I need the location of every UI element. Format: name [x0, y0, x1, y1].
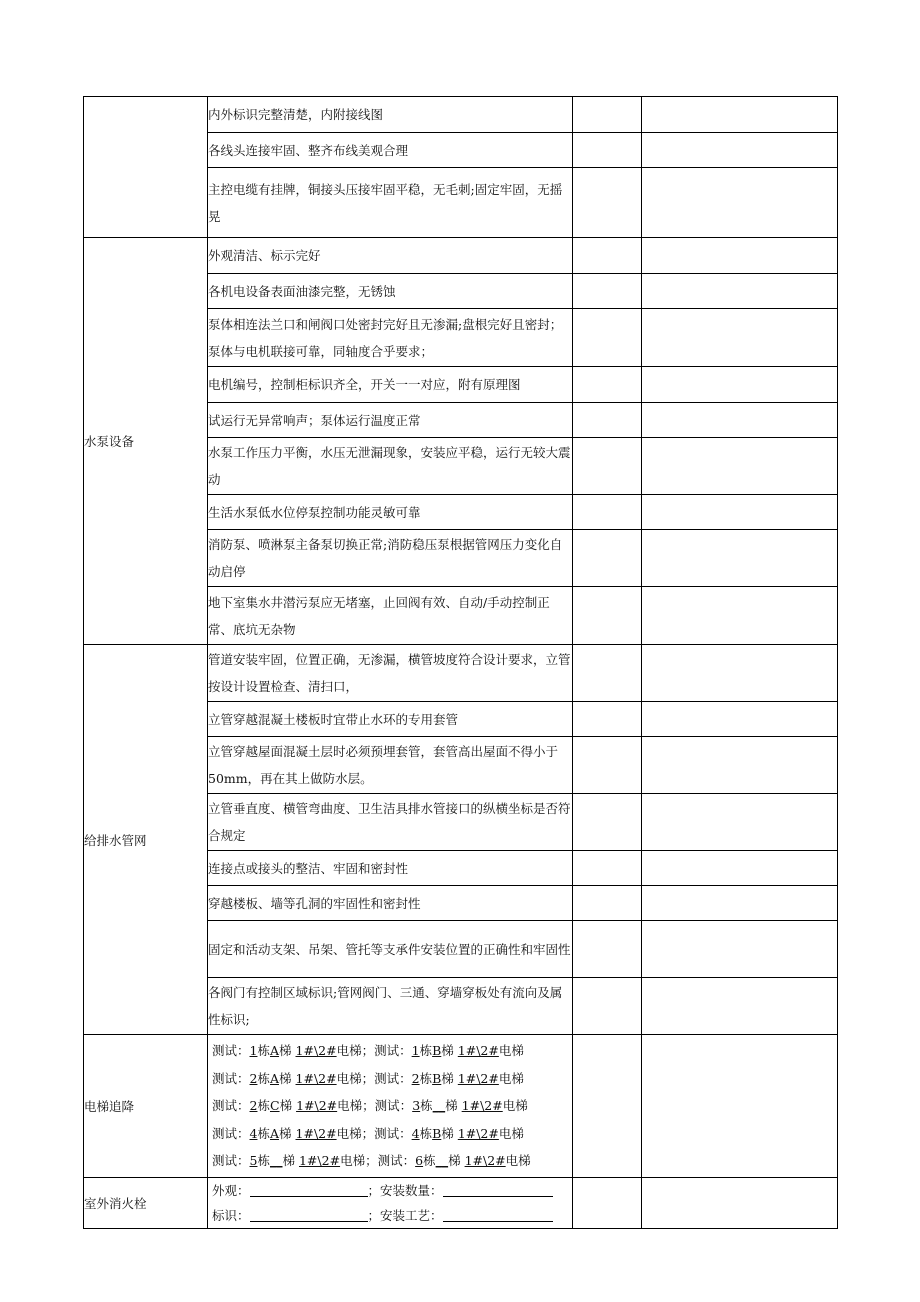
hydrant-craft-input[interactable] [443, 1208, 553, 1222]
unit-suffix: 梯 [279, 1070, 292, 1086]
separator: ； [367, 1207, 381, 1223]
separator: ； [367, 1182, 381, 1198]
inspection-table [83, 96, 838, 1229]
remark-cell[interactable] [642, 737, 838, 794]
remark-cell[interactable] [642, 921, 838, 978]
result-cell[interactable] [573, 309, 642, 367]
unit-suffix: 梯 [279, 1098, 293, 1114]
pipe-check-item [208, 737, 573, 794]
elevator-label: 电梯 [498, 1125, 524, 1141]
elevator-label: 电梯 [336, 1043, 362, 1058]
unit-suffix: 梯 [279, 1043, 292, 1058]
pump-check-item [208, 367, 573, 403]
lift-category-cell [84, 1035, 208, 1178]
check-item-text: 各机电设备表面油漆完整，无锈蚀 [208, 283, 396, 299]
pump-check-item [208, 238, 573, 274]
lift-test-line [212, 1147, 568, 1175]
unit-letter: B [432, 1125, 442, 1141]
check-item-text: 生活水泵低水位停泵控制功能灵敏可靠 [208, 504, 421, 520]
test-label: 测试： [212, 1043, 250, 1058]
elevator-units: 1#\2# [295, 1043, 337, 1058]
building-suffix: 栋 [257, 1098, 270, 1114]
result-cell[interactable] [573, 238, 642, 274]
building-number: 1 [411, 1043, 420, 1058]
elevator-label: 电梯 [336, 1070, 362, 1086]
unit-letter: B [432, 1043, 442, 1058]
unit-letter: __ [435, 1153, 449, 1169]
pump-check-item [208, 438, 573, 495]
separator: ； [361, 1125, 375, 1141]
pipe-check-item [208, 921, 573, 978]
result-cell[interactable] [573, 737, 642, 794]
check-item-text: 管道安装牢固，位置正确，无渗漏，横管坡度符合设计要求，立管按设计设置检查、清扫口， [208, 652, 571, 694]
remark-cell[interactable] [642, 403, 838, 438]
separator: ； [362, 1098, 375, 1114]
pump-check-item [208, 587, 573, 645]
elevator-label: 电梯 [498, 1043, 524, 1058]
pump-check-item [208, 274, 573, 309]
separator: ； [365, 1153, 378, 1169]
remark-cell[interactable] [642, 438, 838, 495]
hydrant-row [84, 1177, 838, 1228]
building-suffix: 栋 [257, 1125, 270, 1141]
result-cell[interactable] [573, 1035, 642, 1178]
result-cell[interactable] [573, 886, 642, 921]
pipe-check-item [208, 702, 573, 737]
pipe-category: 给排水管网 [84, 832, 147, 848]
unit-letter: __ [432, 1098, 446, 1114]
elevator-label: 电梯 [505, 1153, 531, 1169]
pump-check-item [208, 495, 573, 530]
check-item-text: 泵体相连法兰口和闸阀口处密封完好且无渗漏;盘根完好且密封；泵体与电机联接可靠，同轴度合乎要求； [208, 316, 563, 359]
check-item-text: 内外标识完整清楚，内附接线图 [208, 107, 384, 122]
remark-cell[interactable] [642, 1177, 838, 1228]
test-label: 测试： [374, 1098, 413, 1114]
unit-letter: C [269, 1098, 280, 1114]
check-item-text: 主控电缆有挂牌，铜接头压接牢固平稳，无毛刺;固定牢固，无摇晃 [208, 181, 563, 224]
result-cell[interactable] [573, 403, 642, 438]
pipe-check-item [208, 794, 573, 851]
building-number: 5 [249, 1153, 258, 1169]
pipe-category-cell [84, 645, 208, 1035]
unit-letter: B [432, 1070, 442, 1086]
remark-cell[interactable] [642, 238, 838, 274]
unit-suffix: 梯 [279, 1125, 292, 1141]
result-cell[interactable] [573, 794, 642, 851]
hydrant-quantity-label: 安装数量： [380, 1182, 443, 1198]
lift-test-line [212, 1037, 568, 1065]
remark-cell[interactable] [642, 168, 838, 238]
separator: ； [361, 1043, 375, 1058]
check-item-text: 穿越楼板、墙等孔洞的牢固性和密封性 [208, 895, 421, 911]
remark-cell[interactable] [642, 886, 838, 921]
result-cell[interactable] [573, 97, 642, 133]
result-cell[interactable] [573, 587, 642, 645]
elevator-units: 1#\2# [296, 1098, 338, 1114]
elevator-label: 电梯 [498, 1070, 524, 1086]
electrical-check-item [208, 168, 573, 238]
elevator-units: 1#\2# [457, 1070, 499, 1086]
check-item-text: 立管穿越屋面混凝土层时必须预埋套管，套管高出屋面不得小于 50mm，再在其上做防水层。 [208, 744, 559, 786]
building-number: 6 [415, 1153, 424, 1169]
pump-category: 水泵设备 [84, 434, 135, 449]
test-label: 测试： [374, 1043, 412, 1058]
unit-suffix: 梯 [448, 1153, 461, 1169]
building-number: 2 [411, 1070, 420, 1086]
building-number: 4 [249, 1125, 258, 1141]
building-number: 3 [412, 1098, 421, 1114]
building-number: 2 [249, 1070, 258, 1086]
unit-letter: A [269, 1043, 280, 1058]
pump-check-item [208, 309, 573, 367]
result-cell[interactable] [573, 530, 642, 587]
test-label: 测试： [212, 1153, 250, 1169]
unit-suffix: 梯 [441, 1070, 454, 1086]
result-cell[interactable] [573, 921, 642, 978]
lift-test-line [212, 1065, 568, 1093]
remark-cell[interactable] [642, 133, 838, 168]
unit-suffix: 梯 [441, 1125, 454, 1141]
result-cell[interactable] [573, 133, 642, 168]
elevator-units: 1#\2# [464, 1153, 506, 1169]
elevator-units: 1#\2# [461, 1098, 503, 1114]
remark-cell[interactable] [642, 978, 838, 1035]
elevator-label: 电梯 [340, 1153, 366, 1169]
lift-test-line [212, 1120, 568, 1148]
pipe-check-item [208, 886, 573, 921]
lift-test-cell [208, 1035, 573, 1178]
hydrant-line [208, 1178, 572, 1203]
pump-check-item [208, 403, 573, 438]
hydrant-category: 室外消火栓 [84, 1195, 147, 1211]
remark-cell[interactable] [642, 851, 838, 886]
result-cell[interactable] [573, 645, 642, 702]
test-label: 测试： [212, 1125, 250, 1141]
check-item-text: 水泵工作压力平衡，水压无泄漏现象，安装应平稳，运行无较大震动 [208, 445, 571, 487]
electrical-category-cell [84, 97, 208, 238]
building-suffix: 栋 [423, 1153, 436, 1169]
building-suffix: 栋 [257, 1070, 270, 1086]
building-number: 1 [249, 1043, 258, 1058]
remark-cell[interactable] [642, 645, 838, 702]
check-item-text: 消防泵、喷淋泵主备泵切换正常;消防稳压泵根据管网压力变化自动启停 [208, 537, 563, 579]
elevator-units: 1#\2# [457, 1043, 499, 1058]
check-item-text: 试运行无异常响声；泵体运行温度正常 [208, 412, 421, 428]
check-item-text: 外观清洁、标示完好 [208, 248, 321, 263]
check-item-text: 立管穿越混凝土楼板时宜带止水环的专用套管 [208, 711, 459, 727]
unit-letter: A [269, 1125, 280, 1141]
lift-category: 电梯追降 [84, 1098, 135, 1114]
check-item-text: 各线头连接牢固、整齐布线美观合理 [208, 142, 409, 158]
building-number: 2 [249, 1098, 258, 1114]
hydrant-craft-label: 安装工艺： [380, 1207, 443, 1223]
check-item-text: 连接点或接头的整洁、牢固和密封性 [208, 860, 409, 876]
elevator-units: 1#\2# [298, 1153, 341, 1169]
check-item-text: 地下室集水井潜污泵应无堵塞，止回阀有效、自动/手动控制正常、底坑无杂物 [208, 594, 550, 637]
check-item-text: 立管垂直度、横管弯曲度、卫生洁具排水管接口的纵横坐标是否符合规定 [208, 801, 571, 843]
unit-suffix: 梯 [445, 1098, 458, 1114]
remark-cell[interactable] [642, 794, 838, 851]
pump-check-item [208, 530, 573, 587]
building-suffix: 栋 [420, 1098, 433, 1114]
elevator-units: 1#\2# [295, 1125, 337, 1141]
pipe-check-item [208, 978, 573, 1035]
unit-suffix: 梯 [282, 1153, 295, 1169]
lift-test-line [212, 1092, 568, 1120]
result-cell[interactable] [573, 1177, 642, 1228]
remark-cell[interactable] [642, 530, 838, 587]
hydrant-marking-input[interactable] [250, 1208, 368, 1222]
result-cell[interactable] [573, 274, 642, 309]
hydrant-appearance-input[interactable] [250, 1183, 368, 1197]
hydrant-line [208, 1203, 572, 1228]
result-cell[interactable] [573, 367, 642, 403]
remark-cell[interactable] [642, 495, 838, 530]
remark-cell[interactable] [642, 274, 838, 309]
test-label: 测试： [374, 1125, 412, 1141]
unit-letter: A [269, 1070, 280, 1086]
building-suffix: 栋 [419, 1070, 433, 1086]
pipe-check-item [208, 645, 573, 702]
elevator-label: 电梯 [502, 1098, 528, 1114]
hydrant-marking-label: 标识： [212, 1207, 250, 1223]
check-item-text: 固定和活动支架、吊架、管托等支承件安装位置的正确性和牢固性 [208, 941, 571, 957]
result-cell[interactable] [573, 851, 642, 886]
unit-letter: __ [269, 1153, 283, 1169]
check-item-text: 各阀门有控制区域标识;管网阀门、三通、穿墙穿板处有流向及属性标识; [208, 985, 563, 1027]
pipe-check-item [208, 851, 573, 886]
result-cell[interactable] [573, 168, 642, 238]
result-cell[interactable] [573, 978, 642, 1035]
remark-cell[interactable] [642, 1035, 838, 1178]
check-item-text: 电机编号，控制柜标识齐全，开关一一对应，附有原理图 [208, 377, 521, 392]
test-label: 测试： [374, 1070, 412, 1086]
remark-cell[interactable] [642, 367, 838, 403]
test-label: 测试： [377, 1153, 416, 1169]
building-suffix: 栋 [257, 1043, 270, 1058]
separator: ； [361, 1070, 375, 1086]
hydrant-category-cell [84, 1177, 208, 1228]
pump-row [84, 238, 838, 274]
hydrant-cell [208, 1177, 573, 1228]
test-label: 测试： [212, 1070, 250, 1086]
remark-cell[interactable] [642, 702, 838, 737]
result-cell[interactable] [573, 702, 642, 737]
remark-cell[interactable] [642, 309, 838, 367]
result-cell[interactable] [573, 438, 642, 495]
lift-row [84, 1035, 838, 1178]
electrical-check-item [208, 133, 573, 168]
building-number: 4 [411, 1125, 420, 1141]
building-suffix: 栋 [419, 1125, 433, 1141]
pipe-row [84, 645, 838, 702]
remark-cell[interactable] [642, 587, 838, 645]
result-cell[interactable] [573, 495, 642, 530]
building-suffix: 栋 [419, 1043, 433, 1058]
remark-cell[interactable] [642, 97, 838, 133]
building-suffix: 栋 [257, 1153, 270, 1169]
hydrant-appearance-label: 外观： [212, 1182, 250, 1198]
pump-category-cell [84, 238, 208, 645]
inspection-table-body [84, 97, 838, 1229]
electrical-row [84, 97, 838, 133]
unit-suffix: 梯 [441, 1043, 454, 1058]
hydrant-quantity-input[interactable] [443, 1183, 553, 1197]
electrical-check-item [208, 97, 573, 133]
test-label: 测试： [212, 1098, 250, 1114]
elevator-units: 1#\2# [457, 1125, 499, 1141]
elevator-label: 电梯 [336, 1125, 362, 1141]
elevator-label: 电梯 [337, 1098, 363, 1114]
elevator-units: 1#\2# [295, 1070, 337, 1086]
